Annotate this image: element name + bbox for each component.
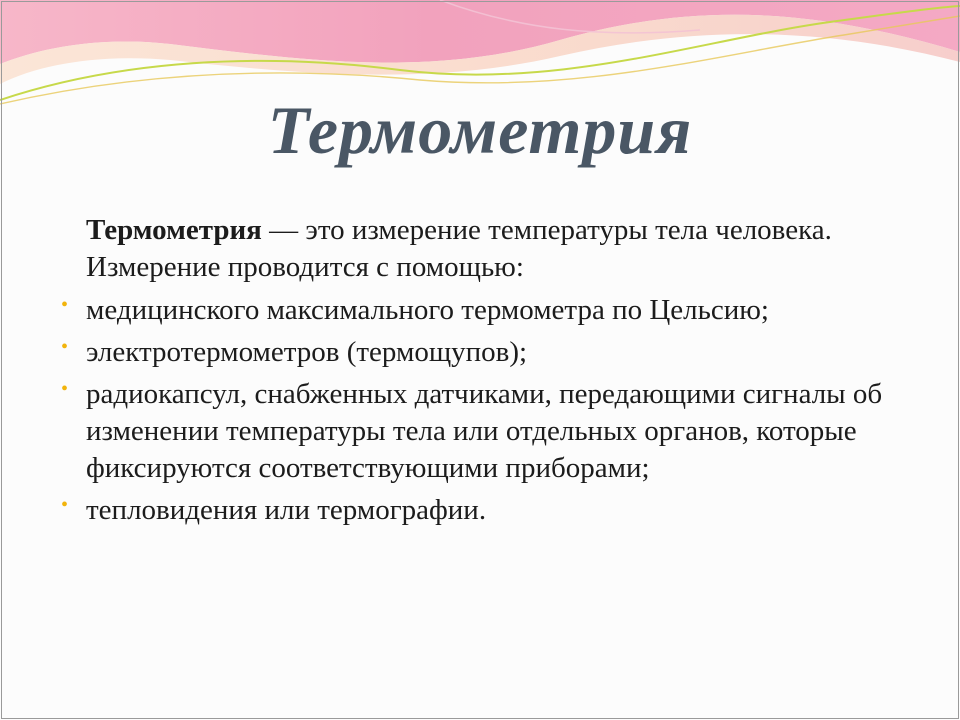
intro-term: Термометрия: [86, 214, 262, 246]
bullet-icon: •: [61, 494, 69, 516]
list-item: [61, 376, 886, 487]
list-item: [61, 334, 886, 371]
list-item-text: тепловидения или термографии.: [86, 494, 487, 526]
slide-body: [61, 212, 886, 534]
list-item: [61, 492, 886, 529]
list-item-text: электротермометров (термощупов);: [86, 336, 528, 368]
intro-paragraph: [86, 212, 886, 286]
intro-text: — это измерение температуры тела человека. Измерение проводится с помощью:: [86, 214, 832, 283]
bullet-icon: •: [61, 294, 69, 316]
list-item-text: медицинского максимального термометра по Цельсию;: [86, 294, 769, 326]
slide-title: Термометрия: [267, 92, 693, 168]
list-item-text: радиокапсул, снабженных датчиками, передающими сигналы об изменении температуры тела или отдельных органов, которые фиксируются соответствующими приборами;: [86, 378, 883, 484]
bullet-icon: •: [61, 378, 69, 400]
bullet-icon: •: [61, 336, 69, 358]
bullet-list: [61, 292, 886, 529]
list-item: [61, 292, 886, 329]
